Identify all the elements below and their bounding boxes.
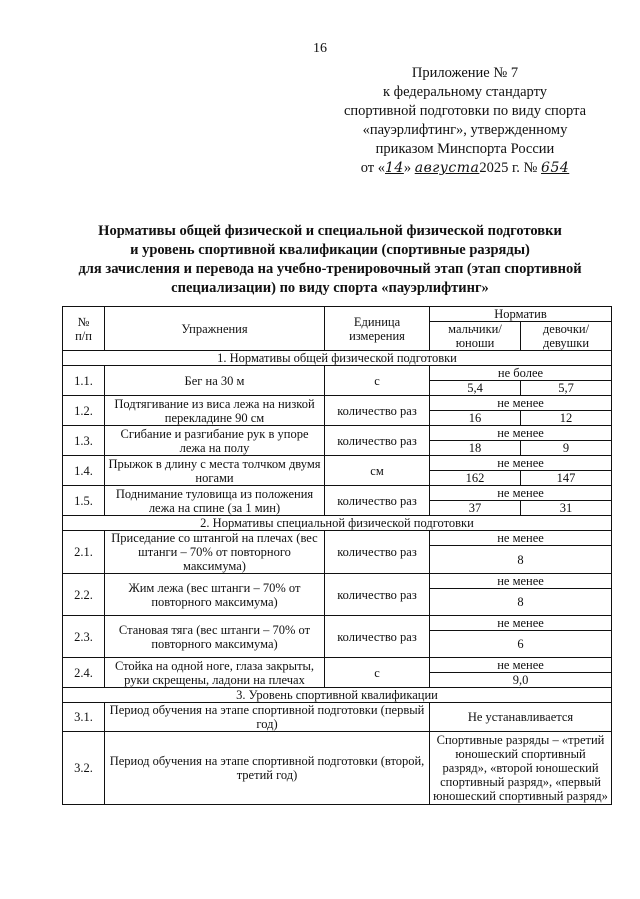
row-condition: не менее: [430, 658, 612, 673]
row-unit: количество раз: [325, 616, 430, 658]
row-condition: не менее: [430, 486, 612, 501]
row-number: 1.2.: [63, 396, 105, 426]
row-value-boys: 37: [430, 501, 521, 516]
header-num: № п/п: [63, 307, 105, 351]
title-line: для зачисления и перевода на учебно-тренировочный этап (этап спортивной: [78, 261, 582, 277]
row-condition: не менее: [430, 396, 612, 411]
appendix-block: [330, 64, 600, 178]
row-number: 1.5.: [63, 486, 105, 516]
section-title: 2. Нормативы специальной физической подготовки: [63, 516, 612, 531]
row-condition: не более: [430, 366, 612, 381]
date-day-handwritten: 14: [385, 160, 404, 176]
row-exercise: Бег на 30 м: [105, 366, 325, 396]
row-value-girls: 12: [521, 411, 612, 426]
table-row: [63, 396, 612, 411]
row-exercise: Подтягивание из виса лежа на низкой перекладине 90 см: [105, 396, 325, 426]
table-row: [63, 456, 612, 471]
page-number: 16: [313, 41, 327, 56]
header-boys: мальчики/ юноши: [430, 322, 521, 351]
title-line: и уровень спортивной квалификации (спортивные разряды): [130, 242, 530, 258]
row-number: 1.4.: [63, 456, 105, 486]
row-value: 8: [430, 546, 612, 574]
row-exercise: Сгибание и разгибание рук в упоре лежа на полу: [105, 426, 325, 456]
row-exercise: Период обучения на этапе спортивной подготовки (первый год): [105, 703, 430, 732]
row-value-girls: 31: [521, 501, 612, 516]
row-condition: не менее: [430, 574, 612, 589]
row-number: 3.1.: [63, 703, 105, 732]
row-value: Не устанавливается: [430, 703, 612, 732]
section-row: [63, 516, 612, 531]
row-exercise: Поднимание туловища из положения лежа на спине (за 1 мин): [105, 486, 325, 516]
row-condition: не менее: [430, 616, 612, 631]
date-year: 2025 г. №: [479, 160, 538, 176]
table-row: [63, 486, 612, 501]
row-number: 1.3.: [63, 426, 105, 456]
row-unit: количество раз: [325, 426, 430, 456]
appendix-line: «пауэрлифтинг», утвержденному: [362, 122, 568, 138]
row-value-boys: 5,4: [430, 381, 521, 396]
table-row: [63, 531, 612, 546]
table-row: [63, 732, 612, 805]
header-girls: девочки/ девушки: [521, 322, 612, 351]
date-month-handwritten: августа: [414, 160, 480, 176]
row-exercise: Стойка на одной ноге, глаза закрыты, руки скрещены, ладони на плечах: [105, 658, 325, 688]
row-value-girls: 5,7: [521, 381, 612, 396]
section-title: 1. Нормативы общей физической подготовки: [63, 351, 612, 366]
row-unit: с: [325, 658, 430, 688]
header-norm: Норматив: [430, 307, 612, 322]
row-number: 3.2.: [63, 732, 105, 805]
row-number: 2.1.: [63, 531, 105, 574]
row-value-boys: 16: [430, 411, 521, 426]
row-number: 2.4.: [63, 658, 105, 688]
order-number-handwritten: 654: [541, 160, 570, 176]
row-condition: не менее: [430, 531, 612, 546]
row-value: Спортивные разряды – «третий юношеский спортивный разряд», «второй юношеский спортивный разряд», «первый юношеский спортивный разряд»: [430, 732, 612, 805]
title-line: специализации) по виду спорта «пауэрлифтинг»: [171, 280, 489, 296]
row-number: 1.1.: [63, 366, 105, 396]
appendix-date-line: [330, 159, 600, 178]
table-row: [63, 703, 612, 732]
row-value: 9,0: [430, 673, 612, 688]
row-unit: см: [325, 456, 430, 486]
row-value-girls: 147: [521, 471, 612, 486]
row-value: 8: [430, 589, 612, 616]
row-unit: количество раз: [325, 531, 430, 574]
header-unit: Единица измерения: [325, 307, 430, 351]
table-row: [63, 574, 612, 589]
row-value-girls: 9: [521, 441, 612, 456]
appendix-line: спортивной подготовки по виду спорта: [343, 103, 587, 119]
header-exercise: Упражнения: [105, 307, 325, 351]
date-mid: »: [403, 160, 412, 176]
document-title: [40, 222, 620, 298]
table-row: [63, 658, 612, 673]
table-row: [63, 616, 612, 631]
norms-table: [62, 306, 612, 805]
row-number: 2.2.: [63, 574, 105, 616]
appendix-line: к федеральному стандарту: [383, 84, 547, 100]
row-value-boys: 18: [430, 441, 521, 456]
row-exercise: Прыжок в длину с места толчком двумя ногами: [105, 456, 325, 486]
date-prefix: от «: [360, 160, 386, 176]
row-exercise: Период обучения на этапе спортивной подготовки (второй, третий год): [105, 732, 430, 805]
title-line: Нормативы общей физической и специальной физической подготовки: [98, 223, 562, 239]
row-number: 2.3.: [63, 616, 105, 658]
row-unit: количество раз: [325, 396, 430, 426]
row-unit: с: [325, 366, 430, 396]
table-row: [63, 426, 612, 441]
row-value: 6: [430, 631, 612, 658]
appendix-line: приказом Минспорта России: [375, 141, 555, 157]
row-condition: не менее: [430, 456, 612, 471]
section-title: 3. Уровень спортивной квалификации: [63, 688, 612, 703]
appendix-line: Приложение № 7: [411, 65, 519, 81]
section-row: [63, 351, 612, 366]
row-exercise: Становая тяга (вес штанги – 70% от повторного максимума): [105, 616, 325, 658]
section-row: [63, 688, 612, 703]
row-exercise: Жим лежа (вес штанги – 70% от повторного максимума): [105, 574, 325, 616]
row-exercise: Приседание со штангой на плечах (вес штанги – 70% от повторного максимума): [105, 531, 325, 574]
row-unit: количество раз: [325, 486, 430, 516]
row-condition: не менее: [430, 426, 612, 441]
row-value-boys: 162: [430, 471, 521, 486]
row-unit: количество раз: [325, 574, 430, 616]
table-row: [63, 366, 612, 381]
